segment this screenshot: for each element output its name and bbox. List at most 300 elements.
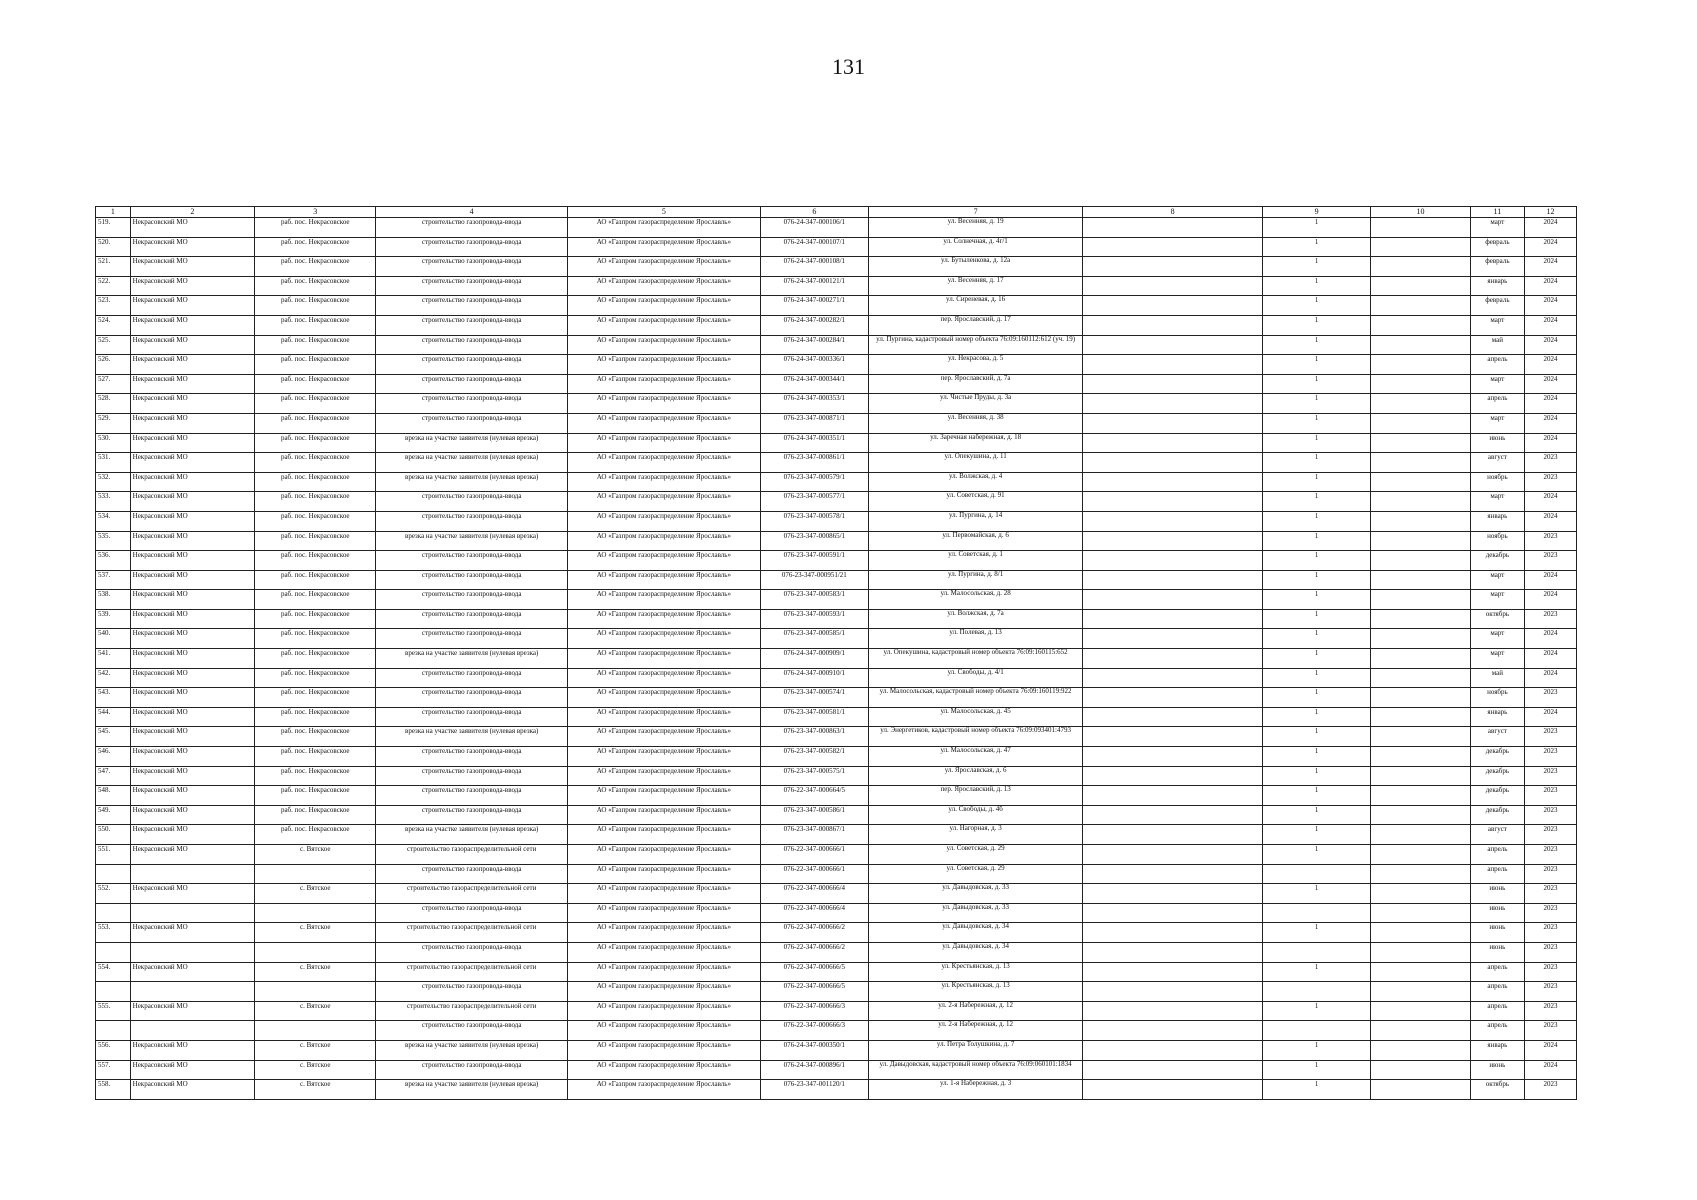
count-cell: 1 <box>1262 786 1370 806</box>
organization-cell: АО «Газпром газораспределение Ярославль» <box>567 864 760 884</box>
address-cell: ул. Весенняя, д. 38 <box>868 413 1082 433</box>
work-type-cell: строительство газопровода-ввода <box>376 218 568 238</box>
month-cell: январь <box>1470 511 1524 531</box>
year-cell: 2023 <box>1524 609 1576 629</box>
municipality-cell: Некрасовский МО <box>130 707 254 727</box>
row-number-cell: 519. <box>96 218 131 238</box>
col8-cell <box>1083 649 1263 669</box>
count-cell <box>1262 903 1370 923</box>
municipality-cell: Некрасовский МО <box>130 237 254 257</box>
count-cell: 1 <box>1262 433 1370 453</box>
work-type-cell: врезка на участке заявителя (нулевая врезка) <box>376 649 568 669</box>
table-row <box>96 335 1577 355</box>
count-cell: 1 <box>1262 531 1370 551</box>
column-header-7: 7 <box>868 207 1082 218</box>
table-row <box>96 864 1577 884</box>
col8-cell <box>1083 511 1263 531</box>
count-cell: 1 <box>1262 668 1370 688</box>
year-cell: 2024 <box>1524 511 1576 531</box>
address-cell: ул. Энергетиков, кадастровый номер объекта 76:09:093401:4793 <box>868 727 1082 747</box>
municipality-cell: Некрасовский МО <box>130 511 254 531</box>
col8-cell <box>1083 492 1263 512</box>
year-cell: 2024 <box>1524 707 1576 727</box>
municipality-cell: Некрасовский МО <box>130 551 254 571</box>
application-code-cell: 076-24-347-000351/1 <box>760 433 868 453</box>
month-cell: март <box>1470 218 1524 238</box>
application-code-cell: 076-23-347-001120/1 <box>760 1080 868 1100</box>
month-cell: февраль <box>1470 257 1524 277</box>
month-cell: апрель <box>1470 982 1524 1002</box>
month-cell: июнь <box>1470 923 1524 943</box>
address-cell: ул. Крестьянская, д. 13 <box>868 982 1082 1002</box>
address-cell: ул. 1-я Набережная, д. 3 <box>868 1080 1082 1100</box>
work-type-cell: строительство газопровода-ввода <box>376 374 568 394</box>
month-cell: январь <box>1470 707 1524 727</box>
month-cell: март <box>1470 570 1524 590</box>
municipality-cell: Некрасовский МО <box>130 1001 254 1021</box>
count-cell: 1 <box>1262 570 1370 590</box>
col10-cell <box>1371 1001 1471 1021</box>
municipality-cell: Некрасовский МО <box>130 1040 254 1060</box>
work-type-cell: строительство газопровода-ввода <box>376 786 568 806</box>
row-number-cell: 545. <box>96 727 131 747</box>
col10-cell <box>1371 355 1471 375</box>
municipality-cell: Некрасовский МО <box>130 766 254 786</box>
col8-cell <box>1083 609 1263 629</box>
settlement-cell: раб. пос. Некрасовское <box>255 766 376 786</box>
count-cell: 1 <box>1262 296 1370 316</box>
col10-cell <box>1371 1021 1471 1041</box>
settlement-cell: раб. пос. Некрасовское <box>255 570 376 590</box>
count-cell: 1 <box>1262 1001 1370 1021</box>
year-cell: 2023 <box>1524 825 1576 845</box>
year-cell: 2024 <box>1524 296 1576 316</box>
work-type-cell: строительство газопровода-ввода <box>376 629 568 649</box>
settlement-cell: раб. пос. Некрасовское <box>255 727 376 747</box>
count-cell: 1 <box>1262 355 1370 375</box>
application-code-cell: 076-24-347-000271/1 <box>760 296 868 316</box>
month-cell: декабрь <box>1470 551 1524 571</box>
table-row <box>96 649 1577 669</box>
count-cell: 1 <box>1262 1060 1370 1080</box>
organization-cell: АО «Газпром газораспределение Ярославль» <box>567 707 760 727</box>
table-row <box>96 923 1577 943</box>
column-number-header-row <box>96 207 1577 218</box>
row-number-cell: 546. <box>96 747 131 767</box>
address-cell: ул. Свободы, д. 4/1 <box>868 668 1082 688</box>
row-number-cell: 520. <box>96 237 131 257</box>
settlement-cell: с. Вятское <box>255 1001 376 1021</box>
row-number-cell: 529. <box>96 413 131 433</box>
col8-cell <box>1083 786 1263 806</box>
table-row <box>96 825 1577 845</box>
year-cell: 2024 <box>1524 413 1576 433</box>
application-code-cell: 076-23-347-000951/21 <box>760 570 868 590</box>
address-cell: ул. Бутыленкова, д. 12а <box>868 257 1082 277</box>
settlement-cell: с. Вятское <box>255 1040 376 1060</box>
application-code-cell: 076-23-347-000591/1 <box>760 551 868 571</box>
col8-cell <box>1083 982 1263 1002</box>
application-code-cell: 076-22-347-000664/5 <box>760 786 868 806</box>
table-row <box>96 315 1577 335</box>
municipality-cell: Некрасовский МО <box>130 786 254 806</box>
col10-cell <box>1371 825 1471 845</box>
organization-cell: АО «Газпром газораспределение Ярославль» <box>567 727 760 747</box>
row-number-cell: 554. <box>96 962 131 982</box>
work-type-cell: строительство газопровода-ввода <box>376 394 568 414</box>
table-row <box>96 845 1577 865</box>
year-cell: 2023 <box>1524 923 1576 943</box>
work-type-cell: строительство газораспределительной сети <box>376 923 568 943</box>
table-row <box>96 982 1577 1002</box>
year-cell: 2024 <box>1524 315 1576 335</box>
year-cell: 2024 <box>1524 433 1576 453</box>
application-code-cell: 076-22-347-000666/4 <box>760 903 868 923</box>
address-cell: ул. Весенняя, д. 17 <box>868 276 1082 296</box>
municipality-cell <box>130 942 254 962</box>
count-cell: 1 <box>1262 845 1370 865</box>
organization-cell: АО «Газпром газораспределение Ярославль» <box>567 511 760 531</box>
municipality-cell: Некрасовский МО <box>130 218 254 238</box>
work-type-cell: врезка на участке заявителя (нулевая врезка) <box>376 453 568 473</box>
address-cell: ул. Сиреневая, д. 16 <box>868 296 1082 316</box>
settlement-cell: раб. пос. Некрасовское <box>255 609 376 629</box>
table-row <box>96 609 1577 629</box>
count-cell: 1 <box>1262 511 1370 531</box>
row-number-cell: 557. <box>96 1060 131 1080</box>
table-row <box>96 257 1577 277</box>
month-cell: апрель <box>1470 962 1524 982</box>
row-number-cell: 549. <box>96 805 131 825</box>
row-number-cell: 550. <box>96 825 131 845</box>
count-cell: 1 <box>1262 747 1370 767</box>
column-header-1: 1 <box>96 207 131 218</box>
application-code-cell: 076-23-347-000581/1 <box>760 707 868 727</box>
address-cell: ул. Петра Толушкина, д. 7 <box>868 1040 1082 1060</box>
col8-cell <box>1083 413 1263 433</box>
application-code-cell: 076-23-347-000579/1 <box>760 472 868 492</box>
col10-cell <box>1371 805 1471 825</box>
table-row <box>96 786 1577 806</box>
organization-cell: АО «Газпром газораспределение Ярославль» <box>567 747 760 767</box>
month-cell: август <box>1470 727 1524 747</box>
month-cell: июнь <box>1470 433 1524 453</box>
year-cell: 2023 <box>1524 453 1576 473</box>
month-cell: ноябрь <box>1470 472 1524 492</box>
col8-cell <box>1083 805 1263 825</box>
address-cell: ул. Чистые Пруды, д. 3а <box>868 394 1082 414</box>
row-number-cell <box>96 1021 131 1041</box>
table-row <box>96 884 1577 904</box>
address-cell: ул. 2-я Набережная, д. 12 <box>868 1001 1082 1021</box>
application-code-cell: 076-22-347-000666/1 <box>760 864 868 884</box>
month-cell: март <box>1470 629 1524 649</box>
col8-cell <box>1083 668 1263 688</box>
col8-cell <box>1083 1001 1263 1021</box>
year-cell: 2023 <box>1524 982 1576 1002</box>
year-cell: 2024 <box>1524 590 1576 610</box>
application-code-cell: 076-24-347-000896/1 <box>760 1060 868 1080</box>
settlement-cell: раб. пос. Некрасовское <box>255 257 376 277</box>
row-number-cell: 524. <box>96 315 131 335</box>
col8-cell <box>1083 453 1263 473</box>
municipality-cell: Некрасовский МО <box>130 590 254 610</box>
col8-cell <box>1083 257 1263 277</box>
col8-cell <box>1083 962 1263 982</box>
col8-cell <box>1083 472 1263 492</box>
table-row <box>96 492 1577 512</box>
address-cell: ул. Советская, д. 1 <box>868 551 1082 571</box>
address-cell: ул. Малосольская, д. 45 <box>868 707 1082 727</box>
month-cell: февраль <box>1470 237 1524 257</box>
month-cell: март <box>1470 590 1524 610</box>
settlement-cell: раб. пос. Некрасовское <box>255 413 376 433</box>
application-code-cell: 076-24-347-000350/1 <box>760 1040 868 1060</box>
col10-cell <box>1371 394 1471 414</box>
address-cell: ул. Полевая, д. 13 <box>868 629 1082 649</box>
table-row <box>96 511 1577 531</box>
application-code-cell: 076-23-347-000583/1 <box>760 590 868 610</box>
column-header-5: 5 <box>567 207 760 218</box>
col10-cell <box>1371 766 1471 786</box>
year-cell: 2023 <box>1524 1001 1576 1021</box>
col10-cell <box>1371 923 1471 943</box>
row-number-cell: 536. <box>96 551 131 571</box>
settlement-cell: раб. пос. Некрасовское <box>255 296 376 316</box>
count-cell: 1 <box>1262 590 1370 610</box>
address-cell: ул. Давыдовская, д. 34 <box>868 942 1082 962</box>
col8-cell <box>1083 727 1263 747</box>
organization-cell: АО «Газпром газораспределение Ярославль» <box>567 492 760 512</box>
work-type-cell: строительство газопровода-ввода <box>376 1021 568 1041</box>
settlement-cell: раб. пос. Некрасовское <box>255 668 376 688</box>
row-number-cell: 544. <box>96 707 131 727</box>
col10-cell <box>1371 453 1471 473</box>
application-code-cell: 076-24-347-000344/1 <box>760 374 868 394</box>
organization-cell: АО «Газпром газораспределение Ярославль» <box>567 433 760 453</box>
row-number-cell <box>96 903 131 923</box>
work-type-cell: строительство газопровода-ввода <box>376 609 568 629</box>
settlement-cell: раб. пос. Некрасовское <box>255 492 376 512</box>
col10-cell <box>1371 903 1471 923</box>
col10-cell <box>1371 413 1471 433</box>
row-number-cell: 541. <box>96 649 131 669</box>
year-cell: 2024 <box>1524 237 1576 257</box>
work-type-cell: врезка на участке заявителя (нулевая врезка) <box>376 825 568 845</box>
page-number: 131 <box>832 54 865 79</box>
month-cell: апрель <box>1470 394 1524 414</box>
work-type-cell: строительство газопровода-ввода <box>376 296 568 316</box>
settlement-cell: раб. пос. Некрасовское <box>255 218 376 238</box>
address-cell: ул. 2-я Набережная, д. 12 <box>868 1021 1082 1041</box>
address-cell: ул. Давыдовская, д. 33 <box>868 903 1082 923</box>
organization-cell: АО «Газпром газораспределение Ярославль» <box>567 257 760 277</box>
settlement-cell: с. Вятское <box>255 884 376 904</box>
organization-cell: АО «Газпром газораспределение Ярославль» <box>567 1060 760 1080</box>
col10-cell <box>1371 551 1471 571</box>
col10-cell <box>1371 590 1471 610</box>
organization-cell: АО «Газпром газораспределение Ярославль» <box>567 786 760 806</box>
col8-cell <box>1083 923 1263 943</box>
work-type-cell: строительство газопровода-ввода <box>376 492 568 512</box>
column-header-2: 2 <box>130 207 254 218</box>
application-code-cell: 076-24-347-000282/1 <box>760 315 868 335</box>
municipality-cell: Некрасовский МО <box>130 257 254 277</box>
address-cell: ул. Советская, д. 91 <box>868 492 1082 512</box>
column-header-11: 11 <box>1470 207 1524 218</box>
settlement-cell: с. Вятское <box>255 845 376 865</box>
row-number-cell: 530. <box>96 433 131 453</box>
year-cell: 2023 <box>1524 472 1576 492</box>
work-type-cell: строительство газопровода-ввода <box>376 315 568 335</box>
organization-cell: АО «Газпром газораспределение Ярославль» <box>567 355 760 375</box>
settlement-cell <box>255 942 376 962</box>
settlement-cell: раб. пос. Некрасовское <box>255 747 376 767</box>
municipality-cell: Некрасовский МО <box>130 649 254 669</box>
month-cell: апрель <box>1470 1021 1524 1041</box>
municipality-cell: Некрасовский МО <box>130 668 254 688</box>
gasification-table <box>95 206 1577 1100</box>
address-cell: ул. Малосольская, кадастровый номер объекта 76:09:160119:922 <box>868 688 1082 708</box>
municipality-cell: Некрасовский МО <box>130 315 254 335</box>
col8-cell <box>1083 374 1263 394</box>
year-cell: 2023 <box>1524 727 1576 747</box>
work-type-cell: строительство газопровода-ввода <box>376 551 568 571</box>
col8-cell <box>1083 1021 1263 1041</box>
table-row <box>96 962 1577 982</box>
organization-cell: АО «Газпром газораспределение Ярославль» <box>567 805 760 825</box>
work-type-cell: строительство газораспределительной сети <box>376 845 568 865</box>
column-header-12: 12 <box>1524 207 1576 218</box>
year-cell: 2023 <box>1524 766 1576 786</box>
application-code-cell: 076-22-347-000666/3 <box>760 1021 868 1041</box>
count-cell: 1 <box>1262 413 1370 433</box>
work-type-cell: врезка на участке заявителя (нулевая врезка) <box>376 727 568 747</box>
col10-cell <box>1371 649 1471 669</box>
application-code-cell: 076-23-347-000865/1 <box>760 531 868 551</box>
count-cell: 1 <box>1262 218 1370 238</box>
settlement-cell: раб. пос. Некрасовское <box>255 374 376 394</box>
month-cell: март <box>1470 649 1524 669</box>
col8-cell <box>1083 531 1263 551</box>
organization-cell: АО «Газпром газораспределение Ярославль» <box>567 453 760 473</box>
municipality-cell <box>130 903 254 923</box>
municipality-cell <box>130 982 254 1002</box>
municipality-cell: Некрасовский МО <box>130 276 254 296</box>
row-number-cell: 547. <box>96 766 131 786</box>
application-code-cell: 076-23-347-000867/1 <box>760 825 868 845</box>
settlement-cell <box>255 982 376 1002</box>
municipality-cell: Некрасовский МО <box>130 374 254 394</box>
count-cell: 1 <box>1262 257 1370 277</box>
work-type-cell: строительство газопровода-ввода <box>376 257 568 277</box>
count-cell: 1 <box>1262 237 1370 257</box>
col8-cell <box>1083 590 1263 610</box>
col8-cell <box>1083 864 1263 884</box>
municipality-cell: Некрасовский МО <box>130 296 254 316</box>
address-cell: пер. Ярославский, д. 13 <box>868 786 1082 806</box>
work-type-cell: строительство газопровода-ввода <box>376 355 568 375</box>
organization-cell: АО «Газпром газораспределение Ярославль» <box>567 413 760 433</box>
work-type-cell: строительство газопровода-ввода <box>376 707 568 727</box>
application-code-cell: 076-24-347-000910/1 <box>760 668 868 688</box>
count-cell: 1 <box>1262 551 1370 571</box>
col10-cell <box>1371 942 1471 962</box>
col8-cell <box>1083 433 1263 453</box>
column-header-8: 8 <box>1083 207 1263 218</box>
col8-cell <box>1083 688 1263 708</box>
settlement-cell: с. Вятское <box>255 1060 376 1080</box>
work-type-cell: строительство газораспределительной сети <box>376 962 568 982</box>
organization-cell: АО «Газпром газораспределение Ярославль» <box>567 1040 760 1060</box>
work-type-cell: строительство газопровода-ввода <box>376 982 568 1002</box>
municipality-cell: Некрасовский МО <box>130 688 254 708</box>
month-cell: декабрь <box>1470 747 1524 767</box>
count-cell: 1 <box>1262 766 1370 786</box>
row-number-cell: 532. <box>96 472 131 492</box>
count-cell: 1 <box>1262 472 1370 492</box>
row-number-cell: 543. <box>96 688 131 708</box>
organization-cell: АО «Газпром газораспределение Ярославль» <box>567 903 760 923</box>
col8-cell <box>1083 1040 1263 1060</box>
row-number-cell: 551. <box>96 845 131 865</box>
application-code-cell: 076-22-347-000666/2 <box>760 942 868 962</box>
application-code-cell: 076-22-347-000666/5 <box>760 982 868 1002</box>
settlement-cell: раб. пос. Некрасовское <box>255 590 376 610</box>
application-code-cell: 076-24-347-000336/1 <box>760 355 868 375</box>
settlement-cell <box>255 1021 376 1041</box>
col10-cell <box>1371 747 1471 767</box>
organization-cell: АО «Газпром газораспределение Ярославль» <box>567 766 760 786</box>
work-type-cell: строительство газопровода-ввода <box>376 1060 568 1080</box>
table-row <box>96 668 1577 688</box>
settlement-cell <box>255 864 376 884</box>
organization-cell: АО «Газпром газораспределение Ярославль» <box>567 374 760 394</box>
application-code-cell: 076-24-347-000121/1 <box>760 276 868 296</box>
address-cell: ул. Пургина, д. 14 <box>868 511 1082 531</box>
municipality-cell: Некрасовский МО <box>130 923 254 943</box>
application-code-cell: 076-23-347-000578/1 <box>760 511 868 531</box>
application-code-cell: 076-23-347-000574/1 <box>760 688 868 708</box>
row-number-cell: 523. <box>96 296 131 316</box>
col10-cell <box>1371 707 1471 727</box>
month-cell: декабрь <box>1470 766 1524 786</box>
table-row <box>96 374 1577 394</box>
application-code-cell: 076-22-347-000666/3 <box>760 1001 868 1021</box>
count-cell <box>1262 1021 1370 1041</box>
row-number-cell: 555. <box>96 1001 131 1021</box>
year-cell: 2024 <box>1524 218 1576 238</box>
settlement-cell: раб. пос. Некрасовское <box>255 453 376 473</box>
count-cell: 1 <box>1262 453 1370 473</box>
col10-cell <box>1371 1080 1471 1100</box>
organization-cell: АО «Газпром газораспределение Ярославль» <box>567 531 760 551</box>
count-cell: 1 <box>1262 609 1370 629</box>
municipality-cell: Некрасовский МО <box>130 845 254 865</box>
col8-cell <box>1083 394 1263 414</box>
month-cell: январь <box>1470 1040 1524 1060</box>
year-cell: 2024 <box>1524 1060 1576 1080</box>
work-type-cell: врезка на участке заявителя (нулевая врезка) <box>376 1040 568 1060</box>
col10-cell <box>1371 276 1471 296</box>
address-cell: ул. Свободы, д. 4б <box>868 805 1082 825</box>
col8-cell <box>1083 766 1263 786</box>
organization-cell: АО «Газпром газораспределение Ярославль» <box>567 884 760 904</box>
organization-cell: АО «Газпром газораспределение Ярославль» <box>567 923 760 943</box>
row-number-cell: 558. <box>96 1080 131 1100</box>
organization-cell: АО «Газпром газораспределение Ярославль» <box>567 942 760 962</box>
work-type-cell: врезка на участке заявителя (нулевая врезка) <box>376 1080 568 1100</box>
